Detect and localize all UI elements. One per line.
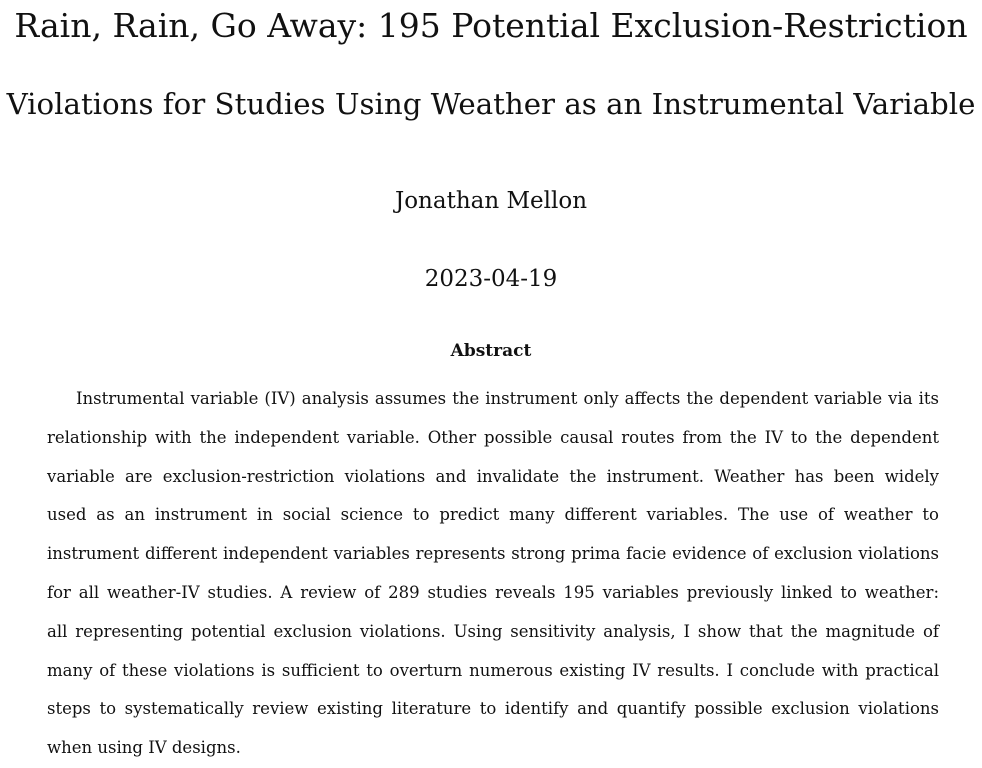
- abstract-line: many of these violations is sufficient to overturn numerous existing IV results. I conclude with practical: [47, 660, 939, 680]
- abstract-line: relationship with the independent variable. Other possible causal routes from the IV to the dependent: [47, 427, 939, 447]
- abstract-line: for all weather-IV studies. A review of 289 studies reveals 195 variables previously linked to weather:: [47, 582, 939, 602]
- abstract-line: used as an instrument in social science to predict many different variables. The use of weather to: [47, 505, 939, 525]
- abstract-line: variable are exclusion-restriction violations and invalidate the instrument. Weather has been widely: [47, 466, 939, 486]
- abstract-body: [47, 380, 939, 768]
- paper-title-line-2: Violations for Studies Using Weather as an Instrumental Variable: [6, 87, 976, 121]
- paper-title-line-1: Rain, Rain, Go Away: 195 Potential Exclusion-Restriction: [14, 6, 968, 45]
- author-name: Jonathan Mellon: [394, 188, 588, 214]
- publication-date: 2023-04-19: [424, 266, 558, 292]
- abstract-line: all representing potential exclusion violations. Using sensitivity analysis, I show that the magnitude of: [47, 621, 939, 641]
- abstract-line: when using IV designs.: [47, 738, 241, 758]
- abstract-line: instrument different independent variables represents strong prima facie evidence of exclusion violations: [47, 544, 939, 564]
- abstract-line: Instrumental variable (IV) analysis assumes the instrument only affects the dependent variable via its: [76, 389, 939, 408]
- abstract-heading: Abstract: [450, 341, 532, 361]
- abstract-line: steps to systematically review existing literature to identify and quantify possible exclusion violations: [47, 699, 939, 719]
